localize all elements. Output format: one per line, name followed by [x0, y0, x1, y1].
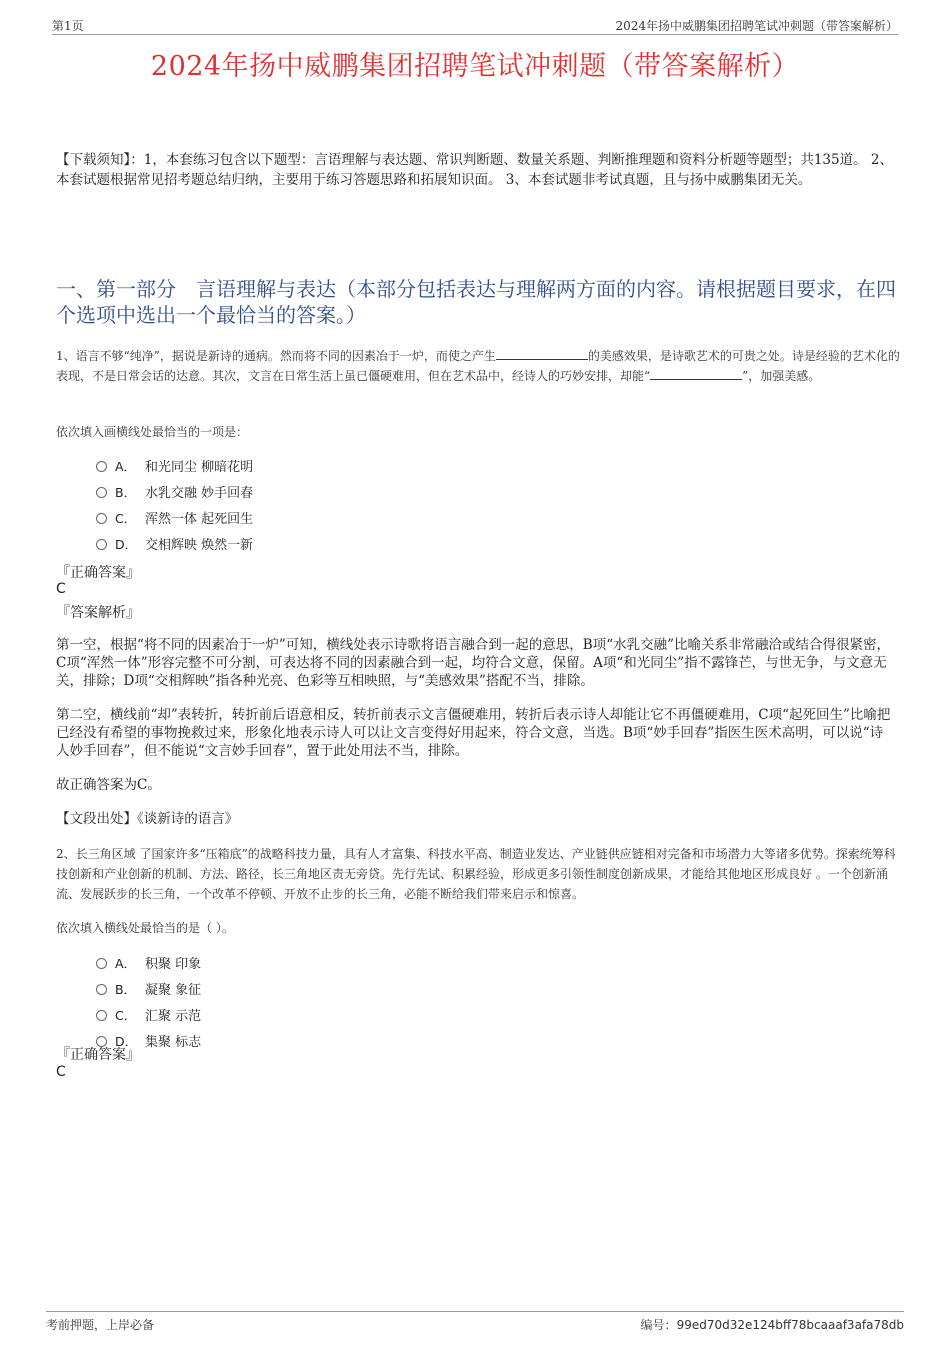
q2-option-c[interactable]: C． 汇聚 示范: [96, 1005, 201, 1025]
question-1-prompt: 依次填入画横线处最恰当的一项是：: [56, 425, 249, 439]
footer-slogan: 考前押题，上岸必备: [46, 1318, 155, 1332]
answer-value: C: [56, 1064, 66, 1080]
q2-option-a[interactable]: A． 积聚 印象: [96, 953, 201, 973]
q1-option-a[interactable]: A． 和光同尘 柳暗花明: [96, 456, 253, 476]
source-citation: 【文段出处】《谈新诗的语言》: [56, 811, 239, 827]
q2-option-b[interactable]: B． 凝聚 象征: [96, 979, 201, 999]
analysis-conclusion: 故正确答案为C。: [56, 777, 161, 793]
radio-icon[interactable]: [96, 1010, 107, 1021]
question-2-prompt: 依次填入横线处最恰当的是（ ）。: [56, 921, 234, 935]
download-notice: 【下载须知】：1，本套练习包含以下题型：言语理解与表达题、常识判断题、数量关系题、判断推理题和资料分析题等题型；共135道。 2、本套试题根据常见招考题总结归纳，主要用于练习答题思路和拓展知识面。 3、本套试题非考试真题，且与扬中威鹏集团无关。: [56, 152, 893, 188]
question-1-text: 1、语言不够“纯净”，据说是新诗的通病。然而将不同的因素冶于一炉，而使之产生 的美感效果，是诗歌艺术的可贵之处。诗是经验的艺术化的表现，不是日常会话的达意。其次，文言在日常生活上虽已僵硬难用，但在艺术品中，经诗人的巧妙安排，却能“ ”，加强美感。: [56, 349, 900, 383]
radio-icon[interactable]: [96, 539, 107, 550]
radio-icon[interactable]: [96, 461, 107, 472]
page-footer: [46, 1311, 904, 1336]
fill-blank-2: [650, 367, 742, 380]
document-code: 编号：99ed70d32e124bff78bcaaaf3afa78db: [640, 1318, 904, 1332]
q1-option-b[interactable]: B． 水乳交融 妙手回春: [96, 482, 253, 502]
analysis-label: 『答案解析』: [56, 605, 140, 621]
radio-icon[interactable]: [96, 513, 107, 524]
q1-option-c[interactable]: C． 浑然一体 起死回生: [96, 508, 253, 528]
answer-label: 『正确答案』: [56, 1047, 140, 1063]
radio-icon[interactable]: [96, 487, 107, 498]
answer-value: C: [56, 581, 66, 597]
fill-blank-1: [496, 347, 588, 360]
analysis-paragraph-2: 第二空，横线前“却”表转折，转折前后语意相反，转折前表示文言僵硬难用，转折后表示诗人却能让它不再僵硬难用，C项“起死回生”比喻把已经没有希望的事物挽救过来，形象化地表示诗人可以让文言变得好用起来，符合文意，当选。B项“妙手回春”指医生医术高明，可以说“诗人妙手回春”，但不能说“文言妙手回春”，置于此处用法不当，排除。: [56, 707, 891, 759]
question-2-text: 2、长三角区域 了国家许多“压箱底”的战略科技力量，具有人才富集、科技水平高、制造业发达、产业链供应链相对完备和市场潜力大等诸多优势。探索统筹科技创新和产业创新的机制、方法、路径，长三角地区责无旁贷。先行先试、积累经验，形成更多引领性制度创新成果，才能给其他地区形成良好 。一个创新涌流、发展跃步的长三角，一个改革不停顿、开放不止步的长三角，必能不断给我们带来启示和惊喜。: [56, 847, 896, 901]
page-header: [52, 14, 898, 35]
q1-option-d[interactable]: D． 交相辉映 焕然一新: [96, 534, 253, 554]
page-number: 第1页: [52, 19, 84, 33]
analysis-paragraph-1: 第一空，根据“将不同的因素冶于一炉”可知，横线处表示诗歌将语言融合到一起的意思，B项“水乳交融”比喻关系非常融洽或结合得很紧密，C项“浑然一体”形容完整不可分割，可表达将不同的因素融合到一起，均符合文意，保留。A项“和光同尘”指不露锋芒，与世无争，与文意无关，排除；D项“交相辉映”指各种光亮、色彩等互相映照，与“美感效果”搭配不当，排除。: [56, 637, 891, 689]
radio-icon[interactable]: [96, 984, 107, 995]
document-title: 2024年扬中威鹏集团招聘笔试冲刺题（带答案解析）: [150, 51, 800, 82]
header-doc-title: 2024年扬中威鹏集团招聘笔试冲刺题（带答案解析）: [615, 19, 898, 33]
q2-option-d[interactable]: D． 集聚 标志: [96, 1031, 201, 1051]
section-heading: 一、第一部分 言语理解与表达（本部分包括表达与理解两方面的内容。请根据题目要求，在四个选项中选出一个最恰当的答案。）: [56, 277, 896, 327]
radio-icon[interactable]: [96, 958, 107, 969]
answer-label: 『正确答案』: [56, 565, 140, 581]
